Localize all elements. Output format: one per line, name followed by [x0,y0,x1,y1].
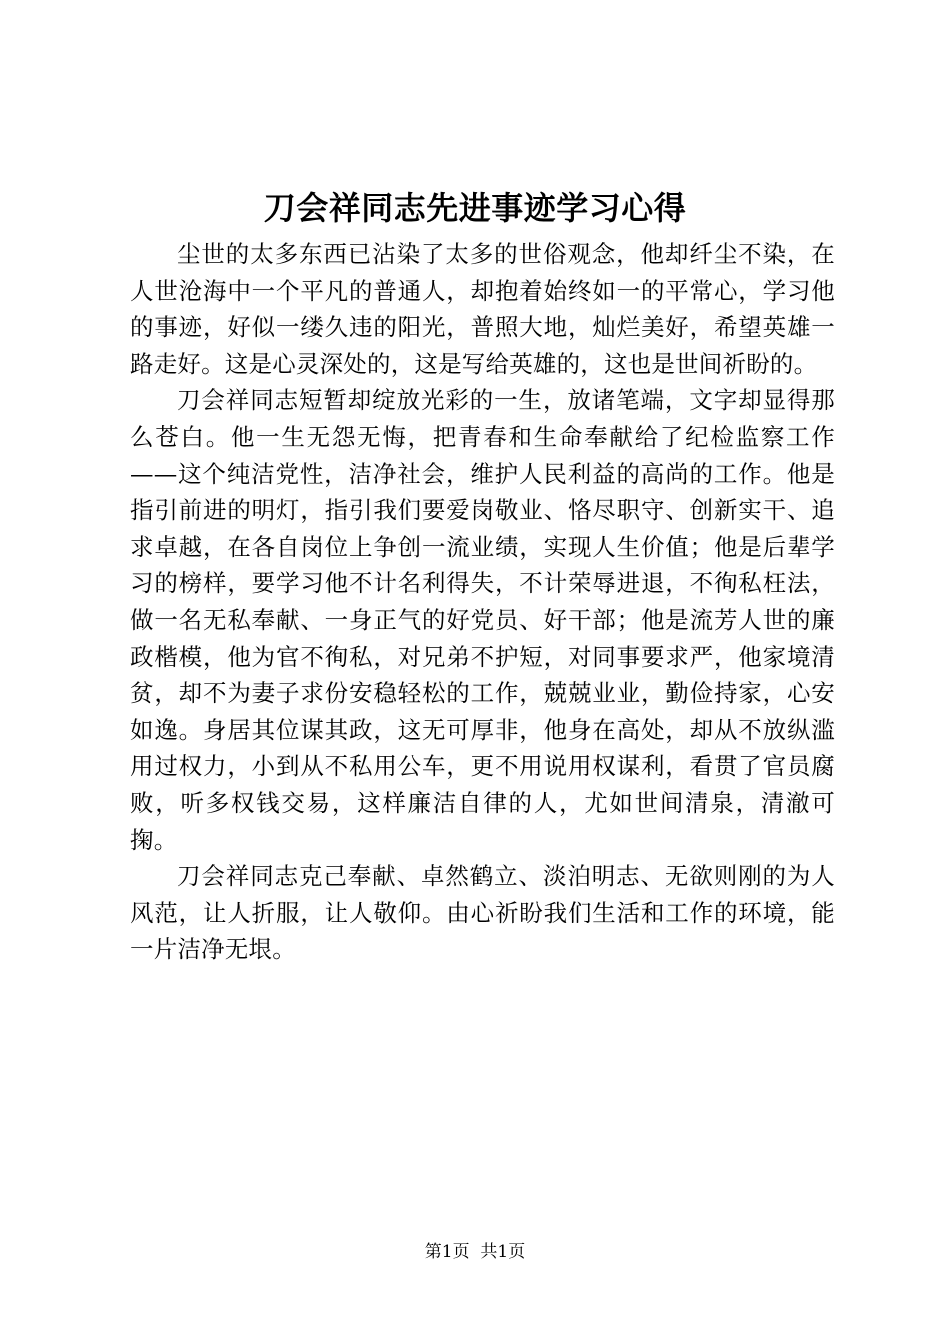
page-number: 第1页 [424,1242,470,1262]
document-body [130,236,835,968]
footer-spacer [470,1242,481,1262]
paragraph-2: 刀会祥同志短暂却绽放光彩的一生，放诸笔端，文字却显得那么苍白。他一生无怨无悔，把青春和生命奉献给了纪检监察工作——这个纯洁党性，洁净社会，维护人民利益的高尚的工作。他是指引前进的明灯，指引我们要爱岗敬业、恪尽职守、创新实干、追求卓越，在各自岗位上争创一流业绩，实现人生价值；他是后辈学习的榜样，要学习他不计名利得失，不计荣辱进退，不徇私枉法，做一名无私奉献、一身正气的好党员、好干部；他是流芳人世的廉政楷模，他为官不徇私，对兄弟不护短，对同事要求严，他家境清贫，却不为妻子求份安稳轻松的工作，兢兢业业，勤俭持家，心安如逸。身居其位谋其政，这无可厚非，他身在高处，却从不放纵滥用过权力，小到从不私用公车，更不用说用权谋利，看贯了官员腐败，听多权钱交易，这样廉洁自律的人，尤如世间清泉，清澈可掬。 [130,386,835,854]
document-title: 刀会祥同志先进事迹学习心得 [263,189,687,227]
page-footer [0,1240,950,1264]
page-total: 共1页 [480,1242,526,1262]
paragraph-1: 尘世的太多东西已沾染了太多的世俗观念，他却纤尘不染，在人世沧海中一个平凡的普通人，却抱着始终如一的平常心，学习他的事迹，好似一缕久违的阳光，普照大地，灿烂美好，希望英雄一路走好。这是心灵深处的，这是写给英雄的，这也是世间祈盼的。 [130,240,835,378]
paragraph-3: 刀会祥同志克己奉献、卓然鹤立、淡泊明志、无欲则刚的为人风范，让人折服，让人敬仰。由心祈盼我们生活和工作的环境，能一片洁净无垠。 [130,862,835,964]
